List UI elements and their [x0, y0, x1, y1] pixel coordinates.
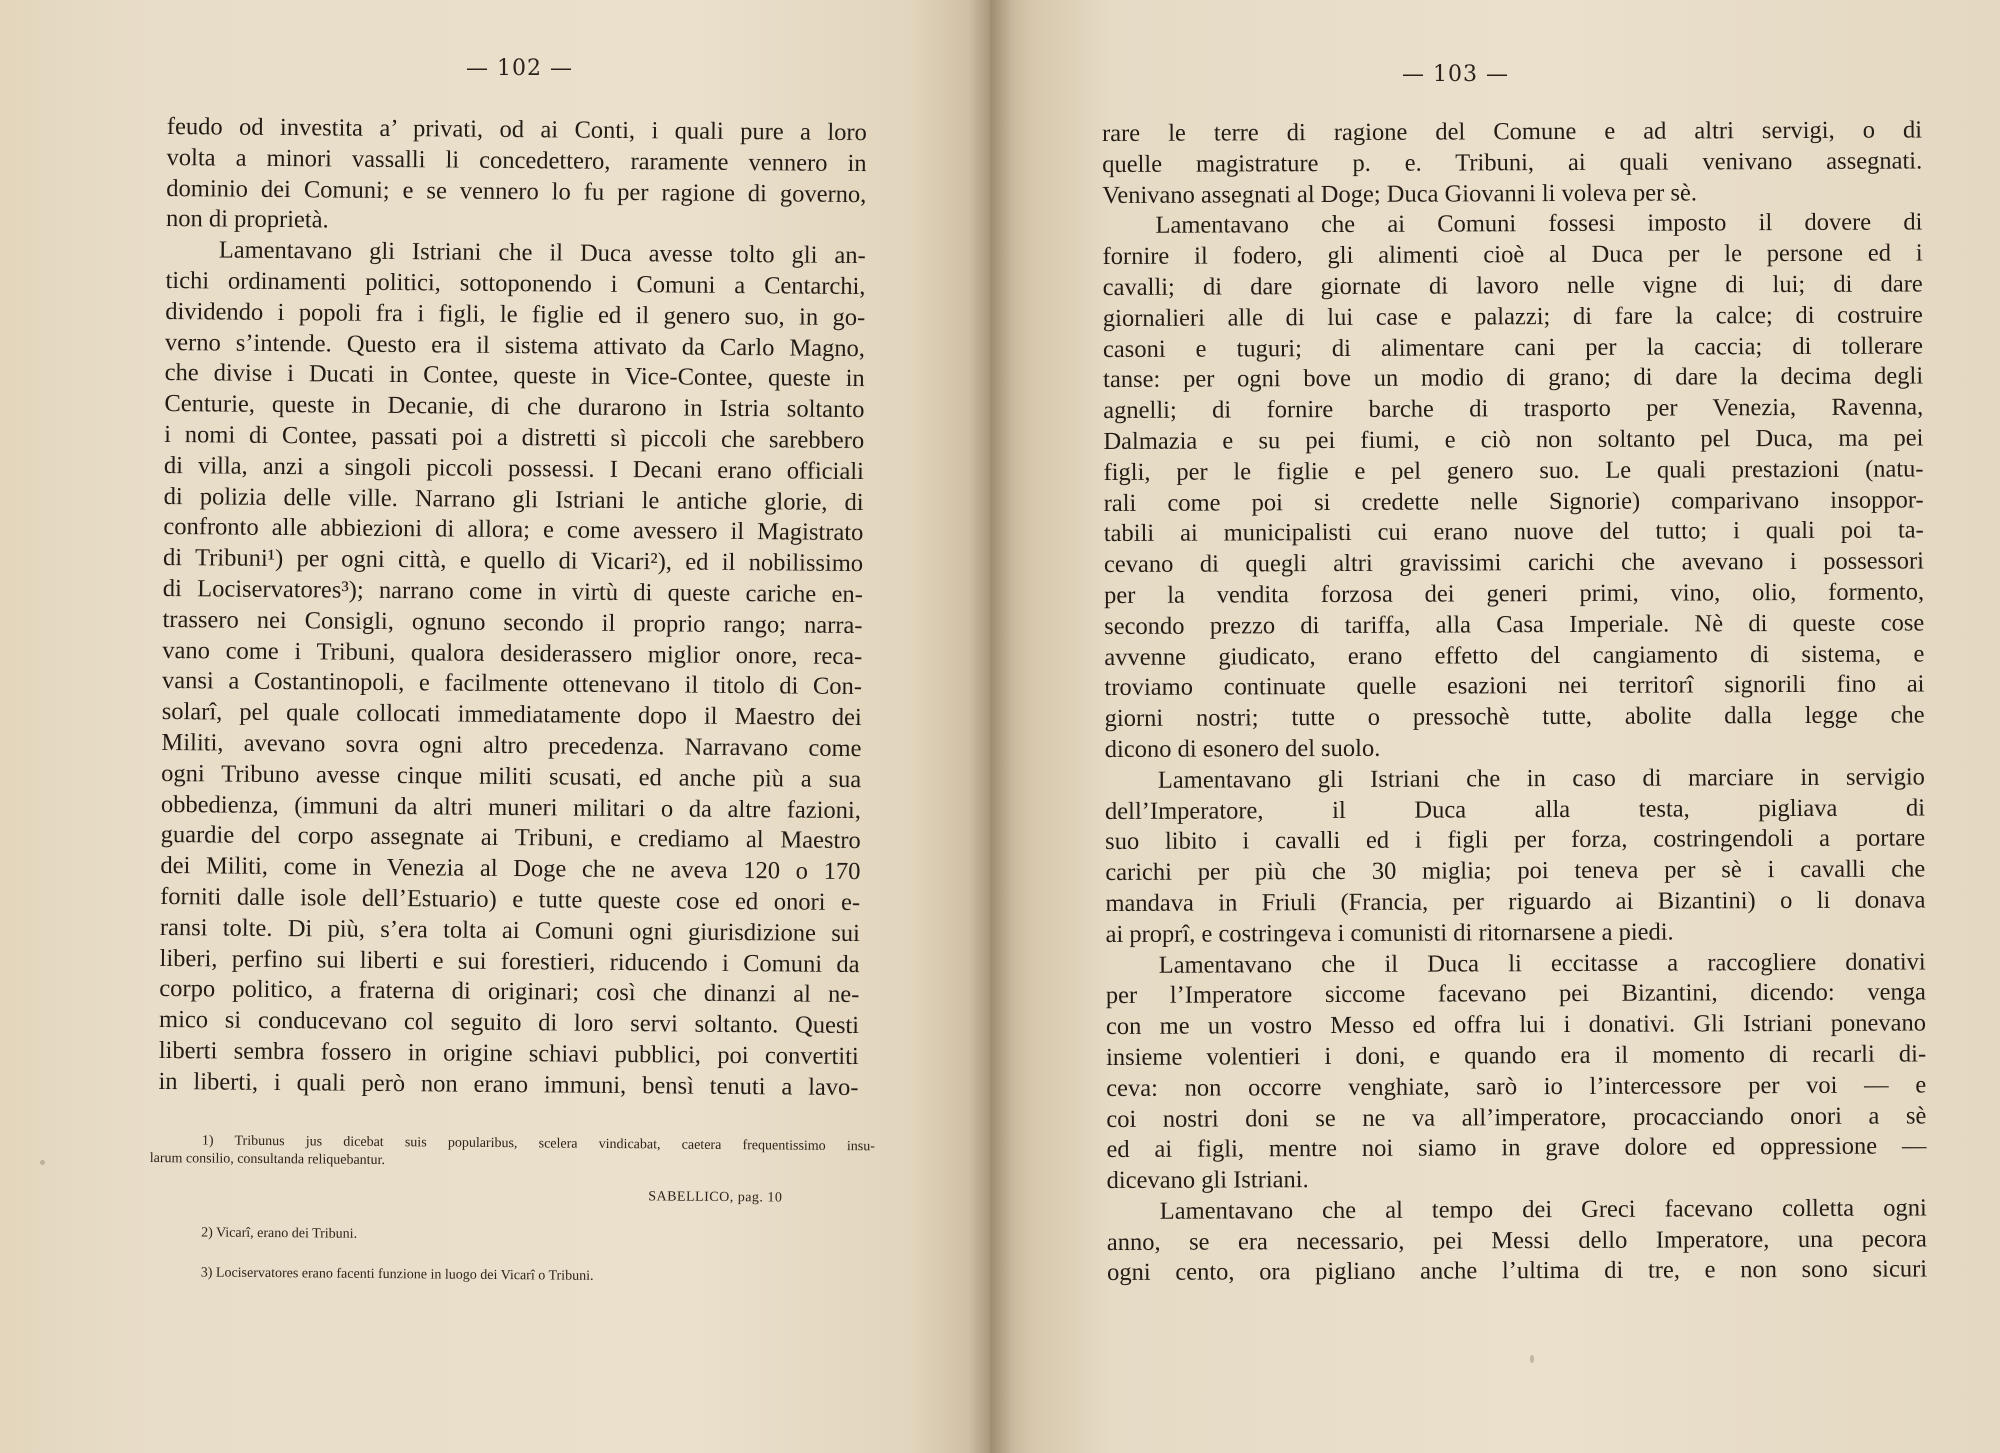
text-line: fornire il fodero, gli alimenti cioè al Duca per le persone ed i [1102, 239, 1923, 271]
text-line: giorni nostri; tutte o pressochè tutte, abolite dalla legge che [1104, 701, 1925, 733]
body-text [1102, 115, 1927, 1289]
text-line: dicono di esonero del suolo. [1104, 734, 1381, 763]
text-line: quelle magistrature p. e. Tribuni, ai quali venivano assegnati. [1102, 147, 1923, 178]
text-line: secondo prezzo di tariffa, alla Casa Imperiale. Nè di queste cose [1104, 609, 1925, 640]
footnote-1-line: 1) Tribunus jus dicebat suis popularibus, scelera vindicabat, caetera frequentissimo insu- [201, 1133, 875, 1155]
text-line: Lamentavano che al tempo dei Greci facevano colletta ogni [1159, 1194, 1927, 1225]
text-line: liberti sembra fossero in origine schiavi pubblici, poi convertiti [158, 1036, 859, 1070]
footnote-1-source: SABELLICO, pag. 10 [648, 1189, 783, 1206]
text-line: ed ai figli, mentre noi siamo in grave dolore ed oppressione — [1106, 1132, 1927, 1164]
text-line: casoni e tuguri; di alimentare cani per la caccia; di tollerare [1102, 331, 1924, 363]
page-number: — 102 — [466, 56, 573, 81]
body-text [158, 112, 867, 1104]
text-line: coi nostri doni se ne va all’imperatore, procacciando onori a sè [1106, 1101, 1927, 1133]
text-line: Centurie, queste in Decanie, di che durarono in Istria soltanto [164, 390, 865, 424]
text-line: Lamentavano gli Istriani che in caso di marciare in servigio [1157, 763, 1925, 794]
text-line: cavalli; di dare giornate di lavoro nelle vigne di lui; di dare [1102, 270, 1923, 301]
text-line: Lamentavano che il Duca li eccitasse a raccogliere donativi [1158, 947, 1926, 979]
text-line: dell’Imperatore, il Duca alla testa, pigliava di [1104, 793, 1926, 825]
text-line: dividendo i popoli fra i figli, le figlie ed il genero suo, in go- [165, 297, 866, 331]
text-line: rali come poi si credette nelle Signorie) comparivano insoppor- [1103, 485, 1924, 517]
text-line: anno, se era necessario, pei Messi dello Imperatore, una pecora [1106, 1225, 1927, 1256]
footnote-1 [150, 1132, 875, 1174]
text-line: liberi, perfino sui liberti e sui forestieri, riducendo i Comuni da [159, 944, 860, 978]
footnote-1-line: larum consilio, consultanda reliquebantur. [149, 1150, 386, 1169]
text-line: di villa, anzi a singoli piccoli possessi. I Decani erano officiali [163, 451, 865, 485]
text-line: Militi, avevano sovra ogni altro precedenza. Narravano come [161, 728, 862, 763]
text-line: dei Militi, come in Venezia al Doge che ne aveva 120 o 170 [160, 852, 861, 886]
text-line: tichi ordinamenti politici, sottoponendo i Comuni a Centarchi, [165, 266, 866, 301]
text-line: figli, per le figlie e pel genero suo. Le quali prestazioni (natu- [1103, 455, 1924, 486]
text-line: tabili ai municipalisti cui erano nuove del tutto; i quali poi ta- [1103, 516, 1924, 548]
text-line: obbedienza, (immuni da altri muneri militari o da altre fazioni, [160, 790, 862, 824]
text-line: guardie del corpo assegnate ai Tribuni, e crediamo al Maestro [160, 821, 861, 855]
text-line: Lamentavano che ai Comuni fossesi imposto il dovere di [1155, 208, 1923, 240]
page-number: — 103 — [1402, 62, 1509, 87]
text-line: tanse: per ogni bove un modio di grano; di dare la decima degli [1103, 362, 1924, 394]
text-line: vansi a Costantinopoli, e facilmente ottenevano il titolo di Con- [161, 667, 863, 701]
text-line: troviamo continuate quelle esazioni nei territorî signorili fino ai [1104, 670, 1925, 702]
text-line: volta a minori vassalli li concedettero, raramente vennero in [166, 143, 867, 177]
text-line: suo libito i cavalli ed i figli per forza, costringendoli a portare [1105, 824, 1926, 856]
text-line: i nomi di Contee, passati poi a distretti sì piccoli che sarebbero [164, 420, 865, 455]
text-line: dominio dei Comuni; e se vennero lo fu per ragione di governo, [166, 174, 867, 208]
text-line: feudo od investita a’ privati, od ai Conti, i quali pure a loro [166, 112, 867, 147]
text-line: corpo politico, a fraterna di originari; così che dinanzi al ne- [159, 975, 860, 1009]
text-line: agnelli; di fornire barche di trasporto per Venezia, Ravenna, [1103, 393, 1924, 425]
text-line: ransi tolte. Di più, s’era tolta ai Comuni ogni giurisdizione sui [159, 913, 860, 947]
text-line: ogni Tribuno avesse cinque militi scusati, ed anche più a sua [161, 759, 862, 793]
right-page [990, 0, 2000, 1453]
footnote-2: 2) Vicarî, erano dei Tribuni. [201, 1225, 358, 1242]
text-line: carichi per più che 30 miglia; poi teneva per sè i cavalli che [1105, 855, 1926, 887]
text-line: di polizia delle ville. Narrano gli Istriani le antiche glorie, di [163, 482, 864, 516]
text-line: confronto alle abbiezioni di allora; e come avessero il Magistrato [163, 513, 864, 547]
text-line: ceva: non occorre venghiate, sarò io l’intercessore per voi — e [1106, 1071, 1927, 1102]
text-line: mico si conducevano col seguito di loro servi soltanto. Questi [158, 1006, 860, 1040]
footnote-3: 3) Lociservatores erano facenti funzione in luogo dei Vicarî o Tribuni. [200, 1265, 594, 1284]
text-line: ai proprî, e costringeva i comunisti di ritornarsene a piedi. [1105, 918, 1674, 948]
text-line: giornalieri alle di lui case e palazzi; di fare la calce; di costruire [1102, 301, 1923, 332]
text-line: insieme volentieri i doni, e quando era il momento di recarli di- [1106, 1040, 1927, 1071]
text-line: vano come i Tribuni, qualora desiderassero miglior onore, reca- [162, 636, 863, 670]
text-line: per la vendita forzosa dei generi primi, vino, olio, formento, [1104, 578, 1925, 609]
text-line: rare le terre di ragione del Comune e ad altri servigi, o di [1102, 116, 1923, 147]
text-line: cevano di quegli altri gravissimi carichi che avevano i possessori [1103, 547, 1924, 579]
book-gutter [968, 0, 1012, 1453]
paper-speck [1530, 1355, 1534, 1363]
text-line: verno s’intende. Questo era il sistema attivato da Carlo Magno, [164, 328, 866, 362]
text-line: per l’Imperatore siccome facevano pei Bizantini, dicendo: venga [1105, 978, 1926, 1010]
text-line: avvenne giudicato, erano effetto del cangiamento di sistema, e [1104, 639, 1925, 671]
text-line: mandava in Friuli (Francia, per riguardo ai Bizantini) o li donava [1105, 886, 1926, 917]
text-line: Dalmazia e su pei fiumi, e ciò non soltanto pel Duca, ma pei [1103, 424, 1924, 455]
text-line: Venivano assegnati al Doge; Duca Giovanni li voleva per sè. [1102, 178, 1698, 209]
text-line: di Lociservatores³); narrano come in virtù di queste cariche en- [162, 574, 863, 609]
text-line: che divise i Ducati in Contee, queste in Vice-Contee, queste in [164, 359, 865, 393]
text-line: Lamentavano gli Istriani che il Duca avesse tolto gli an- [218, 236, 866, 270]
text-line: non di proprietà. [165, 205, 329, 234]
text-line: dicevano gli Istriani. [1106, 1166, 1309, 1195]
text-line: ogni cento, ora pigliano anche l’ultima di tre, e non sono sicuri [1106, 1255, 1928, 1287]
text-line: con me un vostro Messo ed offra lui i donativi. Gli Istriani ponevano [1105, 1009, 1927, 1041]
footnotes [149, 1132, 875, 1288]
left-page [0, 0, 990, 1453]
text-line: di Tribuni¹) per ogni città, e quello di Vicari²), ed il nobilissimo [162, 544, 864, 578]
text-line: in liberti, i quali però non erano immuni, bensì tenuti a lavo- [158, 1067, 859, 1101]
text-line: solarî, pel quale collocati immediatamente dopo il Maestro dei [161, 698, 862, 732]
text-line: trassero nei Consigli, ognuno secondo il proprio rango; narra- [162, 605, 863, 639]
paper-speck [40, 1160, 45, 1165]
text-line: forniti dalle isole dell’Estuario) e tutte queste cose ed onori e- [160, 882, 861, 917]
